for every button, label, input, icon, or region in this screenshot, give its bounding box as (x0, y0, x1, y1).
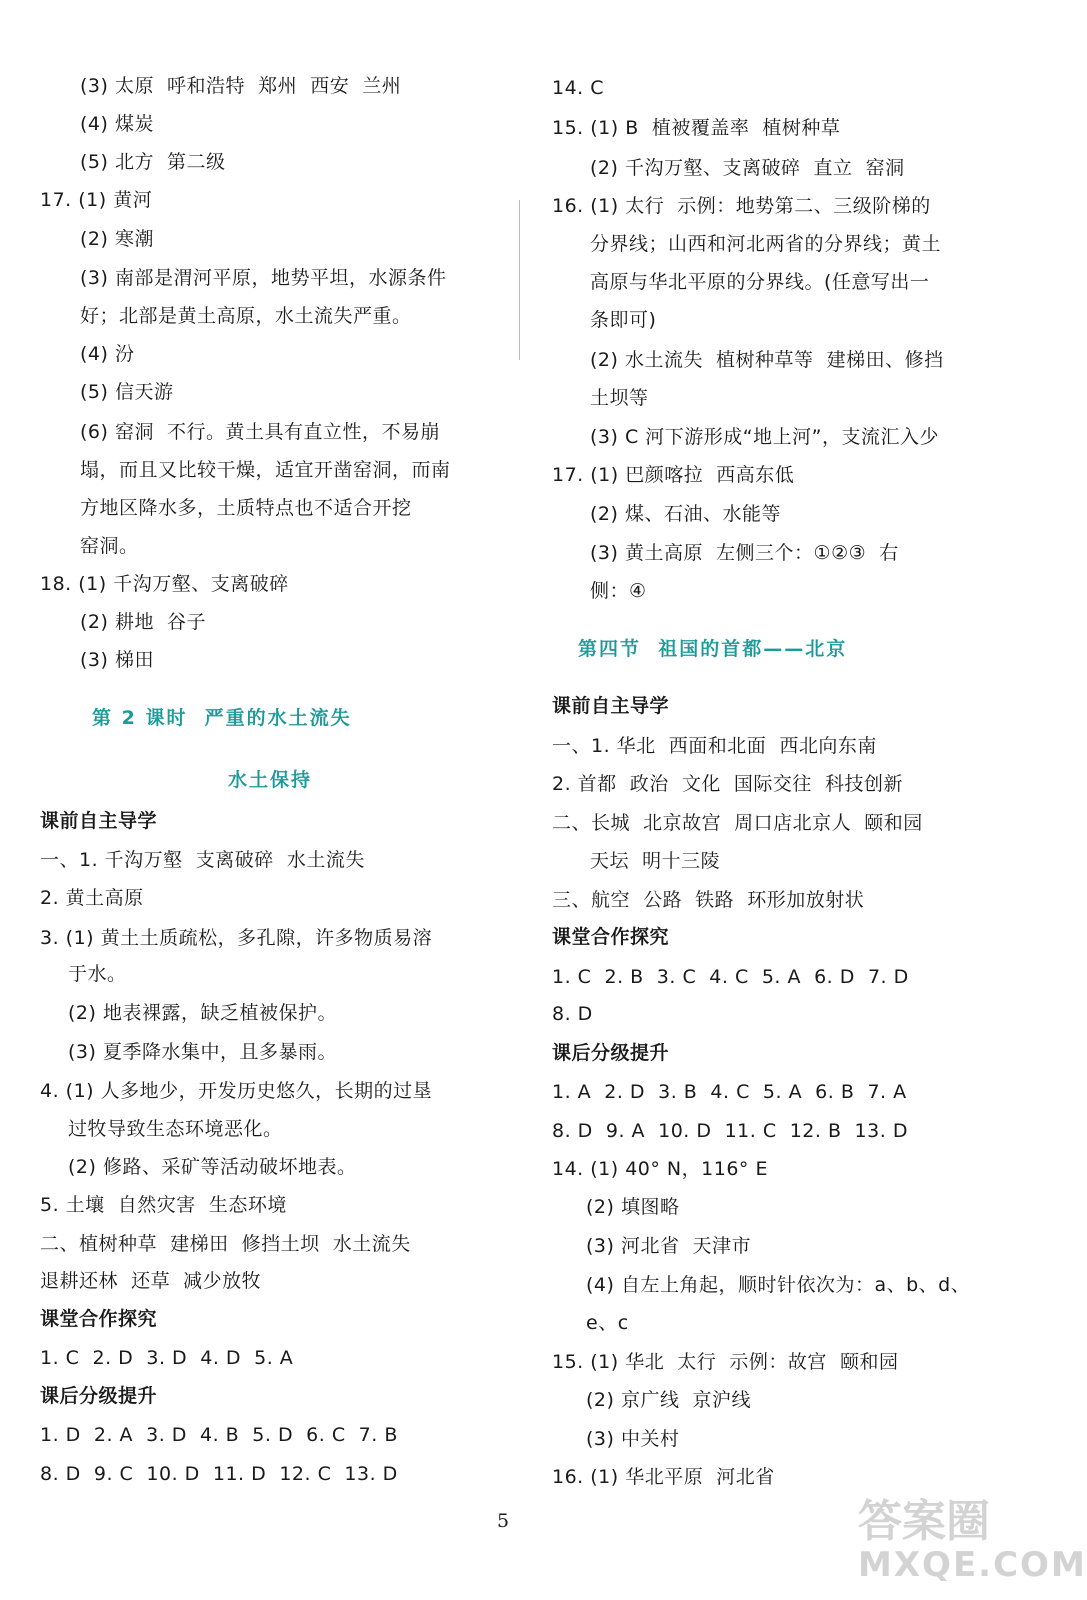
answer-line: 17. (1) 黄河 (40, 189, 153, 211)
answer-line: 1. C 2. B 3. C 4. C 5. A 6. D 7. D (552, 966, 909, 988)
answer-line: (3) 中关村 (586, 1428, 680, 1450)
answer-line: (3) 梯田 (80, 649, 154, 671)
answer-line: (2) 寒潮 (80, 228, 154, 250)
answer-line: 退耕还林 还草 减少放牧 (40, 1270, 262, 1292)
answer-line: 侧：④ (590, 580, 647, 602)
answer-line: 二、植树种草 建梯田 修挡土坝 水土流失 (40, 1233, 411, 1255)
answer-line: (6) 窑洞 不行。黄土具有直立性，不易崩 (80, 421, 441, 443)
answer-line: 1. D 2. A 3. D 4. B 5. D 6. C 7. B (40, 1424, 398, 1446)
answer-line: (3) 夏季降水集中，且多暴雨。 (68, 1041, 337, 1063)
answer-line: (2) 京广线 京沪线 (586, 1389, 752, 1411)
answer-line: (2) 耕地 谷子 (80, 611, 207, 633)
lesson-subheading: 水土保持 (228, 769, 313, 791)
answer-line: (3) C 河下游形成“地上河”，支流汇入少 (590, 426, 939, 448)
answer-line: (3) 河北省 天津市 (586, 1235, 752, 1257)
answer-line: (5) 北方 第二级 (80, 151, 226, 173)
answer-line: (4) 自左上角起，顺时针依次为：a、b、d、 (586, 1274, 971, 1296)
answer-line: (2) 煤、石油、水能等 (590, 503, 781, 525)
lesson-heading: 第 2 课时 严重的水土流失 (92, 707, 352, 729)
answer-line: 3. (1) 黄土土质疏松，多孔隙，许多物质易溶 (40, 927, 433, 949)
answer-line: 8. D (552, 1003, 593, 1025)
answer-line: 一、1. 华北 西面和北面 西北向东南 (552, 735, 877, 757)
answer-line: 土坝等 (590, 387, 649, 409)
answer-line: (5) 信天游 (80, 381, 174, 403)
answer-line: 8. D 9. C 10. D 11. D 12. C 13. D (40, 1463, 398, 1485)
answer-line: 过牧导致生态环境恶化。 (68, 1118, 283, 1140)
answer-line: 1. A 2. D 3. B 4. C 5. A 6. B 7. A (552, 1081, 907, 1103)
answer-line: 15. (1) 华北 太行 示例：故宫 颐和园 (552, 1351, 899, 1373)
answer-line: 1. C 2. D 3. D 4. D 5. A (40, 1347, 294, 1369)
answer-line: 窑洞。 (80, 535, 139, 557)
answer-line: 2. 黄土高原 (40, 887, 144, 909)
answer-line: 18. (1) 千沟万壑、支离破碎 (40, 573, 289, 595)
answer-line: 16. (1) 太行 示例：地势第二、三级阶梯的 (552, 195, 931, 217)
answer-line: (2) 修路、采矿等活动破坏地表。 (68, 1156, 357, 1178)
answer-line: (3) 太原 呼和浩特 郑州 西安 兰州 (80, 75, 402, 97)
answer-line: 14. (1) 40° N，116° E (552, 1158, 768, 1180)
answer-line: e、c (586, 1312, 629, 1334)
section-title: 课后分级提升 (552, 1042, 670, 1064)
answer-line: 好；北部是黄土高原，水土流失严重。 (80, 305, 412, 327)
answer-line: (2) 千沟万壑、支离破碎 直立 窑洞 (590, 157, 905, 179)
answer-line: (2) 填图略 (586, 1196, 680, 1218)
answer-line: 17. (1) 巴颜喀拉 西高东低 (552, 464, 795, 486)
answer-line: 4. (1) 人多地少，开发历史悠久，长期的过垦 (40, 1080, 433, 1102)
section-title: 课后分级提升 (40, 1385, 158, 1407)
section-title: 课前自主导学 (552, 695, 670, 717)
section-title: 课堂合作探究 (40, 1308, 158, 1330)
answer-line: (3) 南部是渭河平原，地势平坦，水源条件 (80, 267, 447, 289)
watermark-logo: 答案圈 (858, 1496, 990, 1547)
answer-line: 条即可) (590, 309, 657, 331)
answer-line: 于水。 (68, 963, 127, 985)
answer-line: 高原与华北平原的分界线。(任意写出一 (590, 271, 930, 293)
section-title: 课堂合作探究 (552, 926, 670, 948)
answer-line: 塌，而且又比较干燥，适宜开凿窑洞，而南 (80, 459, 451, 481)
answer-line: (2) 地表裸露，缺乏植被保护。 (68, 1002, 337, 1024)
answer-line: (4) 汾 (80, 343, 135, 365)
answer-line: 5. 土壤 自然灾害 生态环境 (40, 1194, 287, 1216)
section-heading: 第四节 祖国的首都——北京 (578, 638, 848, 660)
answer-line: 16. (1) 华北平原 河北省 (552, 1466, 775, 1488)
answer-line: (4) 煤炭 (80, 113, 154, 135)
column-divider (519, 200, 520, 360)
answer-line: 三、航空 公路 铁路 环形加放射状 (552, 889, 865, 911)
page-number: 5 (497, 1510, 510, 1532)
answer-line: (3) 黄土高原 左侧三个：①②③ 右 (590, 542, 899, 564)
answer-line: 二、长城 北京故宫 周口店北京人 颐和园 (552, 812, 923, 834)
answer-line: 一、1. 千沟万壑 支离破碎 水土流失 (40, 849, 365, 871)
answer-line: 8. D 9. A 10. D 11. C 12. B 13. D (552, 1120, 908, 1142)
answer-line: (2) 水土流失 植树种草等 建梯田、修挡 (590, 349, 944, 371)
answer-line: 2. 首都 政治 文化 国际交往 科技创新 (552, 773, 903, 795)
answer-line: 分界线；山西和河北两省的分界线；黄土 (590, 233, 942, 255)
section-title: 课前自主导学 (40, 810, 158, 832)
watermark (858, 1485, 1087, 1595)
answer-line: 天坛 明十三陵 (590, 850, 721, 872)
answer-line: 15. (1) B 植被覆盖率 植树种草 (552, 117, 841, 139)
answer-line: 方地区降水多，土质特点也不适合开挖 (80, 497, 412, 519)
answer-line: 14. C (552, 77, 605, 99)
watermark-url: MXQE.COM (858, 1545, 1087, 1585)
